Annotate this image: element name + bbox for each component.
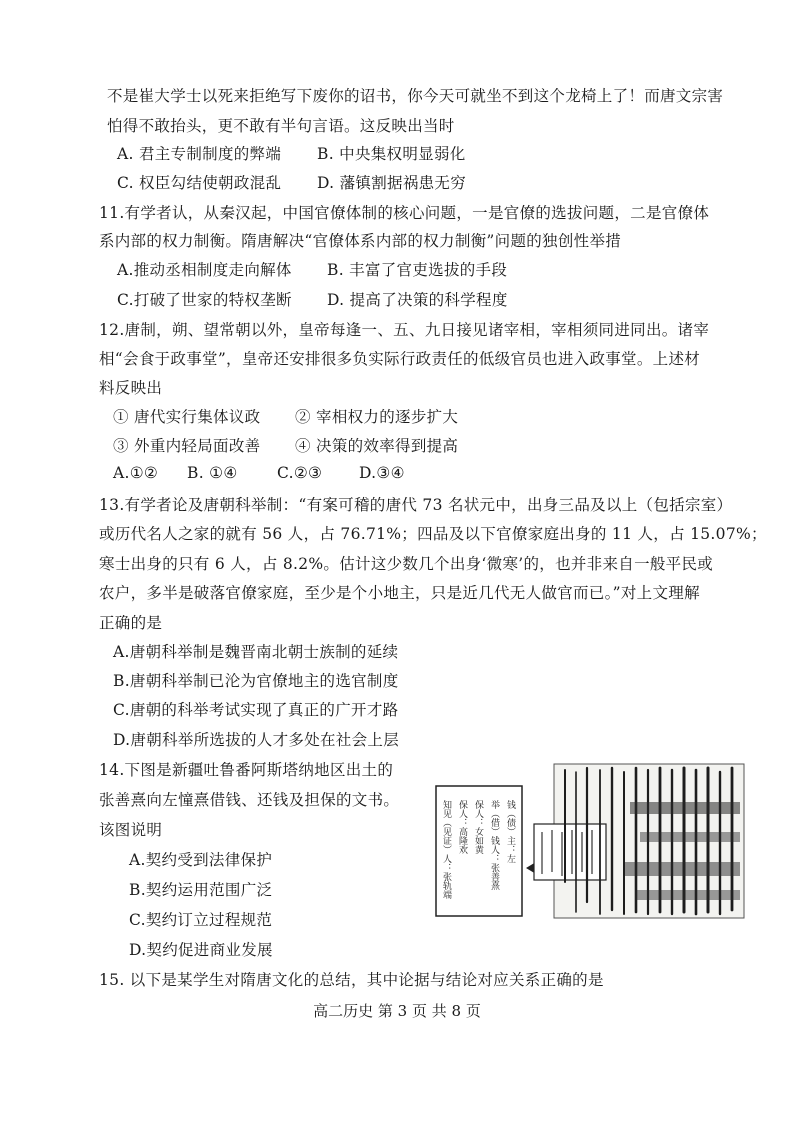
manuscript-image <box>534 764 744 918</box>
q13-stem-line1: 13.有学者论及唐朝科举制：“有案可稽的唐代 73 名状元中，出身三品及以上（包括宗室） <box>99 496 733 514</box>
q13-option-d: D.唐朝科举所选拔的人才多处在社会上层 <box>113 731 400 749</box>
q12-stem-line2: 相“会食于政事堂”，皇帝还安排很多负实际行政责任的低级官员也进入政事堂。上述材 <box>99 350 701 368</box>
annotation-col-2: 举（借）钱人：张善熹 <box>489 800 499 890</box>
q13-option-c: C.唐朝的科举考试实现了真正的广开才路 <box>113 701 399 719</box>
q11-option-b: B. 丰富了官吏选拔的手段 <box>327 261 508 279</box>
q12-option-d: D.③④ <box>359 464 405 482</box>
q10-stem-line1: 不是崔大学士以死来拒绝写下废你的诏书，你今天可就坐不到这个龙椅上了！而唐文宗害 <box>107 87 724 105</box>
q14-option-a: A.契约受到法律保护 <box>129 851 273 869</box>
q13-option-b: B.唐朝科举制已沦为官僚地主的选官制度 <box>113 672 399 690</box>
q14-option-c: C.契约订立过程规范 <box>129 911 273 929</box>
contract-document-figure <box>430 762 745 920</box>
page-footer <box>0 1000 794 1021</box>
q12-item-4: ④ 决策的效率得到提高 <box>295 437 459 455</box>
q10-option-d: D. 藩镇割据祸患无穷 <box>317 174 467 192</box>
annotation-col-1: 钱（债）主：左 <box>505 800 515 863</box>
q12-item-3: ③ 外重内轻局面改善 <box>113 437 261 455</box>
q13-option-a: A.唐朝科举制是魏晋南北朝士族制的延续 <box>113 643 399 661</box>
q12-stem-line3: 料反映出 <box>99 379 163 397</box>
q13-stem-line4: 农户，多半是破落官僚家庭，至少是个小地主，只是近几代无人做官而已。”对上文理解 <box>99 584 700 602</box>
q12-option-a: A.①② <box>113 464 159 482</box>
q12-item-2: ② 宰相权力的逐步扩大 <box>295 408 459 426</box>
q15-stem-line1: 15. 以下是某学生对隋唐文化的总结，其中论据与结论对应关系正确的是 <box>99 971 604 989</box>
q14-stem-line2: 张善熹向左憧熹借钱、还钱及担保的文书。 <box>99 791 400 809</box>
q11-option-a: A.推动丞相制度走向解体 <box>117 261 292 279</box>
annotation-col-3: 保人：女如黄 <box>473 800 483 854</box>
q12-option-b: B. ①④ <box>187 464 238 482</box>
q13-stem-line3: 寒士出身的只有 6 人，占 8.2%。估计这少数几个出身‘微寒’的，也并非来自一般平民或 <box>99 555 714 573</box>
q13-stem-line5: 正确的是 <box>99 614 163 632</box>
annotation-col-4: 保人：高隆欢 <box>457 800 467 854</box>
q14-option-d: D.契约促进商业发展 <box>129 941 273 959</box>
q11-option-d: D. 提高了决策的科学程度 <box>327 291 508 309</box>
q12-stem-line1: 12.唐制，朔、望常朝以外，皇帝每逢一、五、九日接见诸宰相，宰相须同进同出。诸宰 <box>99 321 710 339</box>
contract-figure-svg <box>430 762 745 920</box>
q11-option-c: C.打破了世家的特权垄断 <box>117 291 292 309</box>
q11-stem-line1: 11.有学者认，从秦汉起，中国官僚体制的核心问题，一是官僚的选拔问题，二是官僚体 <box>99 204 710 222</box>
q10-option-b: B. 中央集权明显弱化 <box>317 145 466 163</box>
q12-item-1: ① 唐代实行集体议政 <box>113 408 261 426</box>
q14-stem-line3: 该图说明 <box>99 821 163 839</box>
q10-option-a: A. 君主专制制度的弊端 <box>117 145 282 163</box>
q14-option-b: B.契约运用范围广泛 <box>129 881 273 899</box>
page-footer-text: 高二历史 第 3 页 共 8 页 <box>313 1002 481 1020</box>
q14-stem-line1: 14.下图是新疆吐鲁番阿斯塔纳地区出土的 <box>99 761 394 779</box>
q11-stem-line2: 系内部的权力制衡。隋唐解决“官僚体系内部的权力制衡”问题的独创性举措 <box>99 232 622 250</box>
q12-option-c: C.②③ <box>277 464 323 482</box>
q10-stem-line2: 怕得不敢抬头，更不敢有半句言语。这反映出当时 <box>107 117 455 135</box>
annotation-col-5: 知见（见证）人：张轨端 <box>441 800 451 899</box>
q13-stem-line2: 或历代名人之家的就有 56 人，占 76.71%；四品及以下官僚家庭出身的 11 人，占 15.07%； <box>99 525 767 543</box>
q10-option-c: C. 权臣勾结使朝政混乱 <box>117 174 282 192</box>
